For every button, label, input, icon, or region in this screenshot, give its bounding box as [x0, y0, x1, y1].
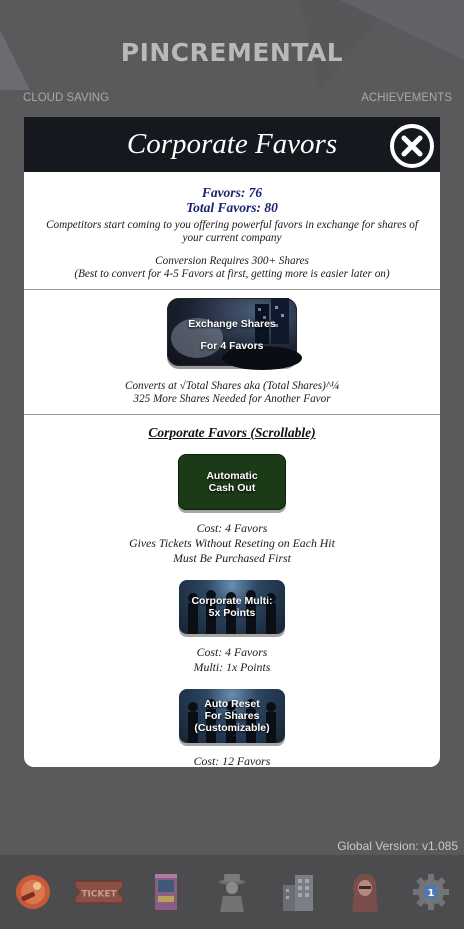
city-skyline-image [167, 298, 297, 366]
detective-icon [214, 872, 250, 912]
close-icon[interactable] [389, 123, 435, 169]
upgrade-cost: Cost: 4 Favors [196, 645, 268, 659]
office-building-icon [280, 873, 316, 911]
shares-needed: 325 More Shares Needed for Another Favor [133, 393, 331, 405]
nav-settings[interactable] [406, 867, 456, 917]
cloud-saving-button[interactable]: CLOUD SAVING [23, 92, 110, 104]
upgrade-label: Auto Reset [204, 698, 260, 710]
pinball-icon [13, 872, 53, 912]
hacker-icon [348, 872, 382, 912]
favors-intro: Competitors start coming to you offering powerful favors in exchange for shares of your current company [46, 219, 418, 244]
nav-tickets[interactable] [74, 867, 124, 917]
exchange-section [24, 290, 440, 412]
upgrade-desc: Multi: 1x Points [193, 660, 271, 674]
upgrade-cost: Cost: 4 Favors [196, 521, 268, 535]
game-title: PINCREMENTAL [120, 38, 344, 67]
nav-pinball[interactable] [8, 867, 58, 917]
nav-arcade[interactable] [141, 867, 191, 917]
conversion-tip: (Best to convert for 4-5 Favors at first, getting more is easier later on) [74, 268, 390, 280]
bottom-nav [0, 855, 464, 929]
ticket-icon [73, 877, 125, 907]
total-favors-count: Total Favors: 80 [186, 200, 278, 215]
settings-gear-icon [411, 872, 451, 912]
upgrade-label: Corporate Multi: [191, 595, 273, 607]
exchange-label-line2: For 4 Favors [200, 340, 264, 352]
arcade-machine-icon [151, 872, 181, 912]
corporate-multi-button[interactable] [179, 580, 285, 634]
upgrade-label: Automatic [206, 470, 258, 482]
auto-reset-shares-button[interactable] [179, 689, 285, 743]
upgrade-desc: Must Be Purchased First [173, 551, 291, 565]
nav-hacker[interactable] [340, 867, 390, 917]
nav-detective[interactable] [207, 867, 257, 917]
exchange-label-line1: Exchange Shares [188, 318, 276, 330]
settings-badge: 1 [427, 888, 435, 899]
upgrade-label: (Customizable) [194, 722, 270, 734]
upgrade-label: For Shares [204, 710, 260, 722]
conversion-requirement: Conversion Requires 300+ Shares [155, 255, 309, 267]
favors-list[interactable] [24, 415, 440, 768]
corporate-favors-modal [24, 117, 440, 767]
ticket-text: TICKET [81, 889, 118, 900]
automatic-cash-out-button[interactable] [178, 454, 286, 510]
upgrade-label: 5x Points [208, 607, 256, 619]
version-label: Global Version: v1.085 [337, 839, 458, 853]
favors-summary [24, 172, 440, 280]
nav-company[interactable] [273, 867, 323, 917]
exchange-shares-button[interactable] [167, 298, 297, 366]
conversion-formula: Converts at √Total Shares aka (Total Shares)^¼ [124, 380, 339, 392]
modal-title: Corporate Favors [126, 128, 338, 160]
modal-header [24, 117, 440, 172]
upgrade-label: Cash Out [208, 482, 256, 494]
achievements-button[interactable]: ACHIEVEMENTS [361, 92, 452, 104]
upgrade-desc: Gives Tickets Without Reseting on Each Hit [129, 536, 335, 550]
favors-count: Favors: 76 [201, 185, 263, 200]
scrollable-heading: Corporate Favors (Scrollable) [148, 425, 316, 440]
upgrade-cost: Cost: 12 Favors [193, 754, 271, 768]
